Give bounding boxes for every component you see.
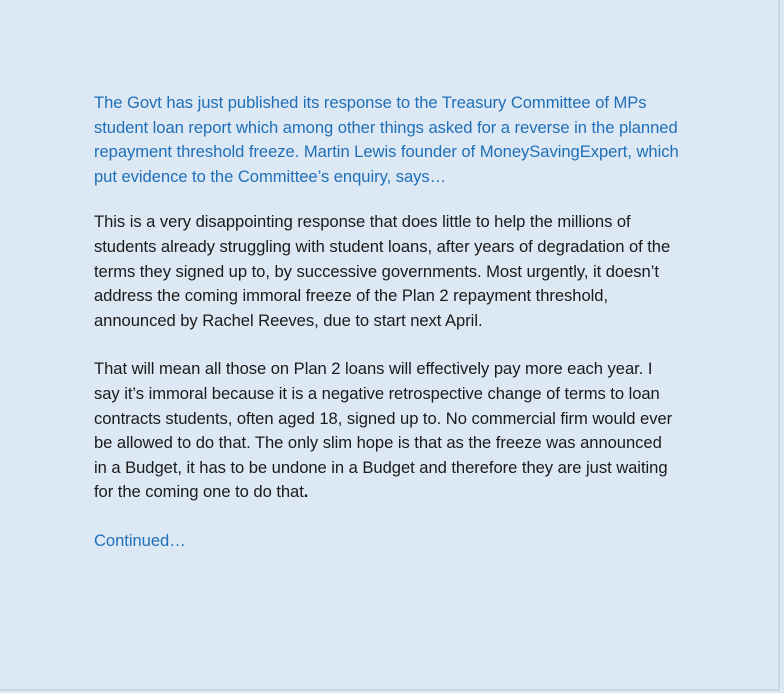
article-body xyxy=(94,91,679,554)
body-paragraph-2 xyxy=(94,357,679,505)
body-paragraph-2-end: . xyxy=(303,482,309,502)
body-paragraph-2-text: That will mean all those on Plan 2 loans will effectively pay more each year. I say it’s immoral because it is a negative retrospective change of terms to loan contracts students, often aged 18, signed up to. No commercial firm would ever be allowed to do that. The only slim hope is that as the freeze was announced in a Budget, it has to be undone in a Budget and therefore they are just waiting for the coming one to do that xyxy=(94,359,673,502)
intro-paragraph: The Govt has just published its response to the Treasury Committee of MPs student loan report which among other things asked for a reverse in the planned repayment threshold freeze. Martin Lewis founder of MoneySavingExpert, which put evidence to the Committee’s enquiry, says… xyxy=(94,93,679,186)
continued-link[interactable]: Continued… xyxy=(94,530,186,550)
body-paragraph-1: This is a very disappointing response that does little to help the millions of students already struggling with student loans, after years of degradation of the terms they signed up to, by successive governments. Most urgently, it doesn’t address the coming immoral freeze of the Plan 2 repayment threshold, announced by Rachel Reeves, due to start next April. xyxy=(94,212,671,330)
